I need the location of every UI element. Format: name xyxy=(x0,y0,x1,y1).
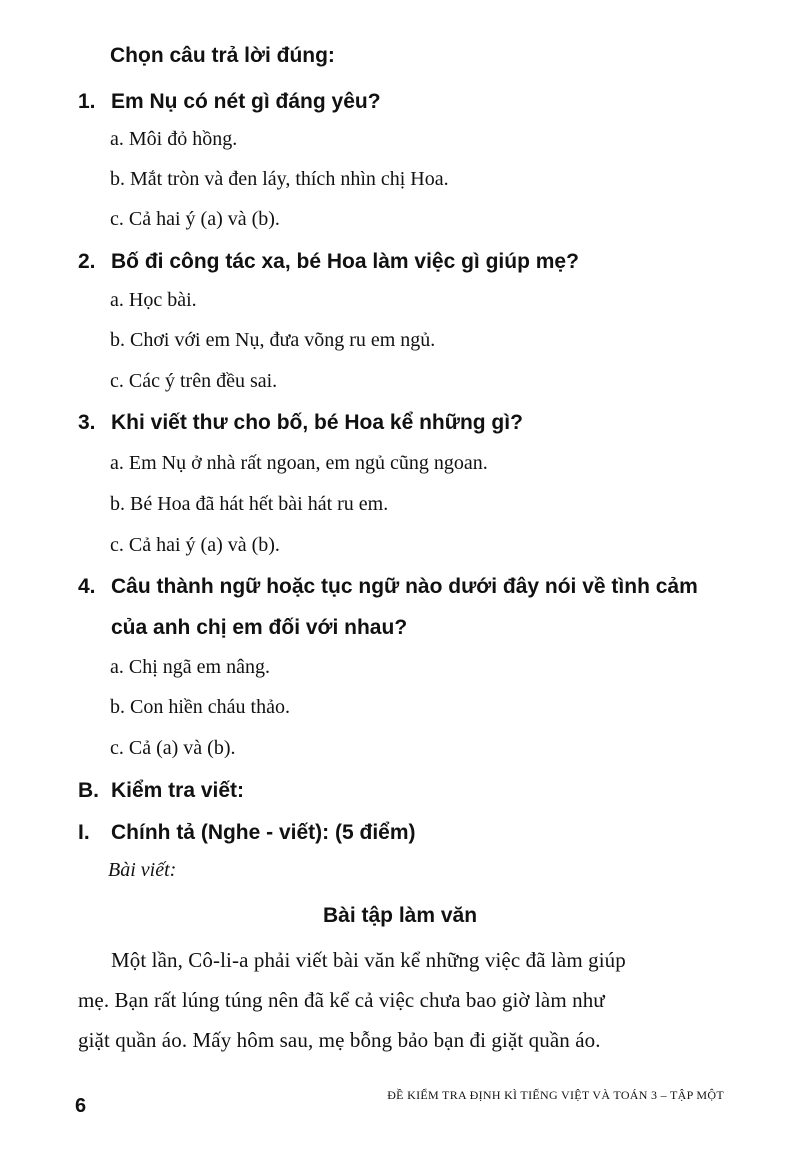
option-4a: a. Chị ngã em nâng. xyxy=(110,656,270,678)
question-number: 2. xyxy=(78,250,96,273)
bai-viet-label: Bài viết: xyxy=(108,859,177,881)
option-1c: c. Cả hai ý (a) và (b). xyxy=(110,208,280,230)
option-2c: c. Các ý trên đều sai. xyxy=(110,370,278,392)
question-text: Khi viết thư cho bố, bé Hoa kể những gì? xyxy=(111,411,523,434)
option-3c: c. Cả hai ý (a) và (b). xyxy=(110,534,280,556)
question-number: 4. xyxy=(78,575,96,598)
option-4c: c. Cả (a) và (b). xyxy=(110,737,236,759)
option-3a: a. Em Nụ ở nhà rất ngoan, em ngủ cũng ngoan. xyxy=(110,452,488,474)
question-3 xyxy=(78,411,523,435)
passage-line-3: giặt quần áo. Mấy hôm sau, mẹ bỗng bảo bạn đi giặt quần áo. xyxy=(78,1028,601,1052)
question-text: Câu thành ngữ hoặc tục ngữ nào dưới đây nói về tình cảm xyxy=(111,575,698,598)
option-4b: b. Con hiền cháu thảo. xyxy=(110,696,290,718)
running-footer-title: ĐỀ KIỂM TRA ĐỊNH KÌ TIẾNG VIỆT VÀ TOÁN 3 – TẬP MỘT xyxy=(387,1088,724,1102)
section-number: B. xyxy=(78,779,99,802)
question-1 xyxy=(78,90,381,114)
section-b-heading xyxy=(78,779,244,803)
page-number: 6 xyxy=(75,1095,87,1117)
option-1a: a. Môi đỏ hồng. xyxy=(110,128,238,150)
question-text: Em Nụ có nét gì đáng yêu? xyxy=(111,90,381,113)
instruction-heading: Chọn câu trả lời đúng: xyxy=(110,44,335,67)
section-number: I. xyxy=(78,821,90,844)
question-number: 1. xyxy=(78,90,96,113)
option-2a: a. Học bài. xyxy=(110,289,197,311)
question-number: 3. xyxy=(78,411,96,434)
option-2b: b. Chơi với em Nụ, đưa võng ru em ngủ. xyxy=(110,329,436,351)
question-2 xyxy=(78,250,579,274)
option-3b: b. Bé Hoa đã hát hết bài hát ru em. xyxy=(110,493,389,515)
question-4 xyxy=(78,575,698,599)
section-i-heading xyxy=(78,821,416,845)
section-title: Kiểm tra viết: xyxy=(111,779,245,802)
question-4-continuation: của anh chị em đối với nhau? xyxy=(111,616,408,639)
question-text: Bố đi công tác xa, bé Hoa làm việc gì giúp mẹ? xyxy=(111,250,579,273)
passage-line-2: mẹ. Bạn rất lúng túng nên đã kể cả việc chưa bao giờ làm như xyxy=(78,988,605,1012)
option-1b: b. Mắt tròn và đen láy, thích nhìn chị Hoa. xyxy=(110,168,449,190)
passage-line-1: Một lần, Cô-li-a phải viết bài văn kể những việc đã làm giúp xyxy=(111,948,626,972)
section-title: Chính tả (Nghe - viết): (5 điểm) xyxy=(111,821,416,844)
passage-title: Bài tập làm văn xyxy=(322,904,478,927)
